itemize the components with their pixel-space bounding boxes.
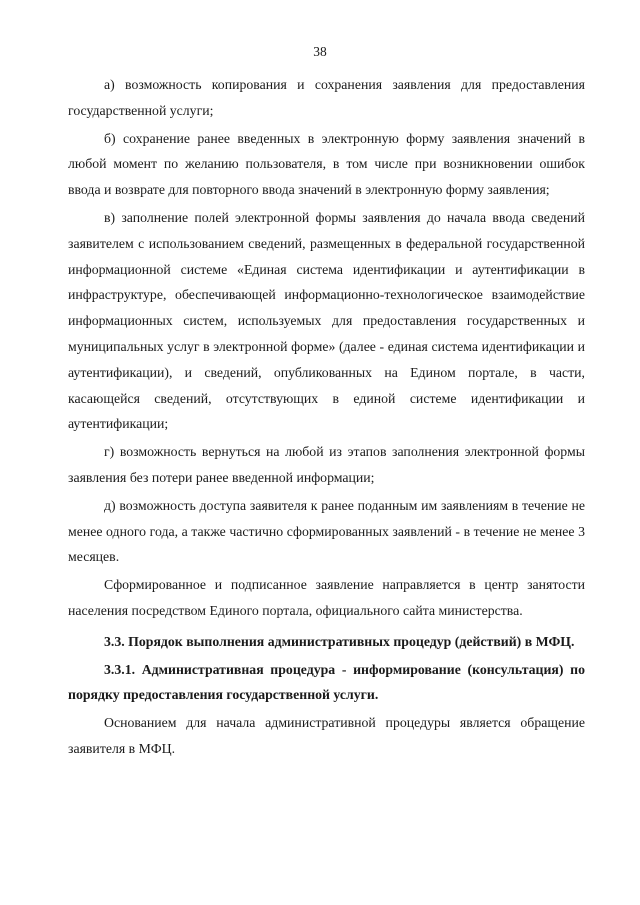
document-body xyxy=(68,72,585,764)
paragraph-item-d: д) возможность доступа заявителя к ранее поданным им заявлениям в течение не менее одного года, а также частично сформированных заявлений - в течение не менее 3 месяцев. xyxy=(68,497,585,565)
paragraph-submitted: Сформированное и подписанное заявление направляется в центр занятости населения посредством Единого портала, официального сайта министерства. xyxy=(68,577,585,618)
paragraph-item-a: а) возможность копирования и сохранения заявления для предоставления государственной услуги; xyxy=(68,77,585,118)
section-heading-3-3-1: 3.3.1. Административная процедура - информирование (консультация) по порядку предоставления государственной услуги. xyxy=(68,661,585,703)
section-heading-3-3: 3.3. Порядок выполнения административных процедур (действий) в МФЦ. xyxy=(104,633,575,649)
page-number: 38 xyxy=(313,44,327,59)
paragraph-item-b: б) сохранение ранее введенных в электронную форму заявления значений в любой момент по желанию пользователя, в том числе при возникновении ошибок ввода и возврате для повторного ввода значений в электронную форму заявления; xyxy=(68,130,585,198)
paragraph-item-g: г) возможность вернуться на любой из этапов заполнения электронной формы заявления без потери ранее введенной информации; xyxy=(68,444,585,485)
paragraph-item-v: в) заполнение полей электронной формы заявления до начала ввода сведений заявителем с использованием сведений, размещенных в федеральной государственной информационной системе «Единая система идентификации и аутентификации в инфраструктуре, обеспечивающей информационно-технологическое взаимодействие информационных систем, используемых для предоставления государственных и муниципальных услуг в электронной форме» (далее - единая система идентификации и аутентификации), и сведений, опубликованных на Едином портале, в части, касающейся сведений, отсутствующих в единой системе идентификации и аутентификации; xyxy=(68,209,585,432)
paragraph-basis: Основанием для начала административной процедуры является обращение заявителя в МФЦ. xyxy=(68,715,585,756)
